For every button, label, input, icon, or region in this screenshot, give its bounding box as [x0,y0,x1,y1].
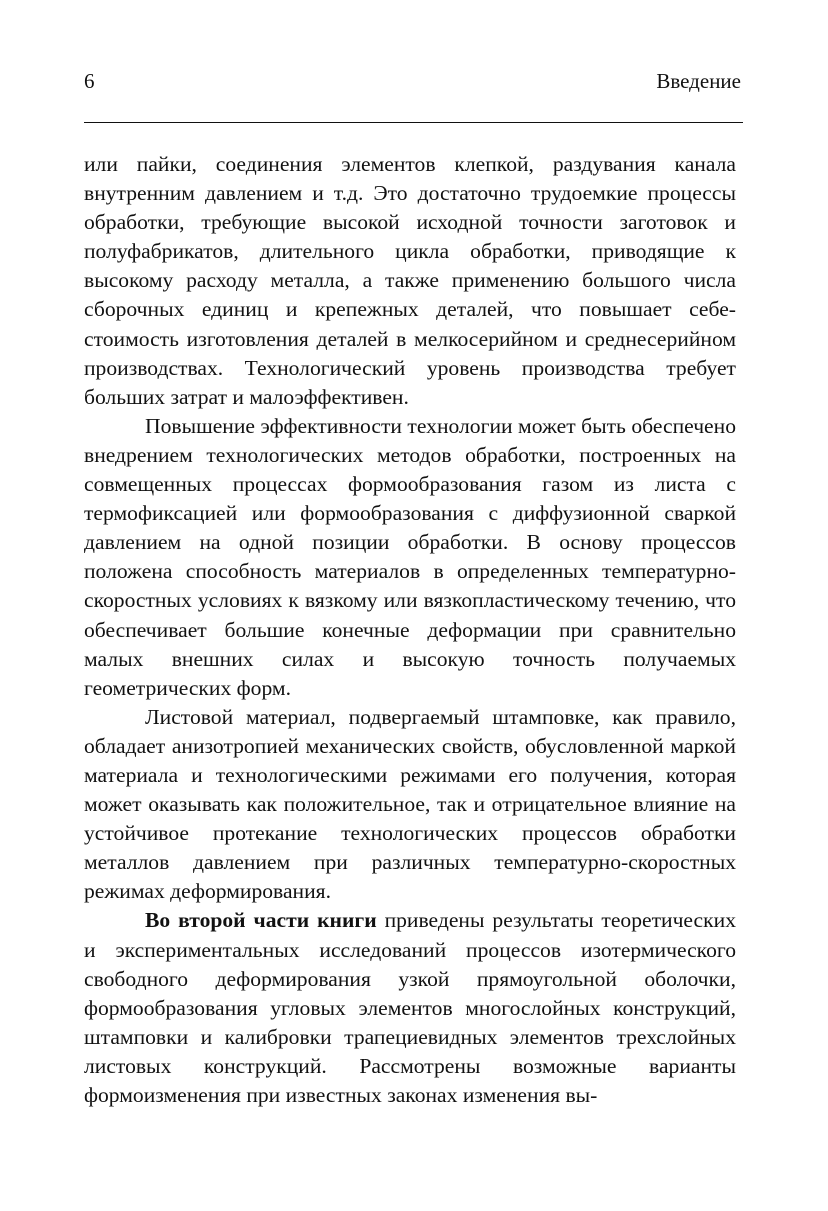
section-title: Введение [656,69,741,93]
header-rule [84,122,743,123]
paragraph-3 [84,703,736,907]
paragraph-1 [84,150,736,412]
paragraph-4-bold-lead: Во второй части книги [145,908,377,933]
paragraph-4 [84,906,736,1110]
paragraph-4-text: приведены результаты теоретических и экспериментальных исследований процессов изотермического свободного деформирования узкой прямоугольной оболочки, формообразования угловых элементов многослойных конструкций, штамповки и калибровки трапециевидных элементов трехслойных листовых конструкций. Рассмотрены возможные варианты формоизменения при известных законах изменения вы- [84,908,736,1107]
paragraph-1-text: или пайки, соединения элементов клепкой, раздувания канала внутренним давлением и т.д. Это достаточно трудоемкие процессы обработки, требующие высокой исходной точности заготовок и полуфабрикатов, длительного цикла обработки, приводящие к высокому расходу металла, а также применению большого числа сборочных единиц и крепежных деталей, что повышает себестоимость изготовления деталей в мелкосерийном и среднесерийном производствах. Технологический уровень производства требует больших затрат и малоэффективен. [84,152,736,409]
paragraph-2 [84,412,736,703]
paragraph-2-text: Повышение эффективности технологии может быть обеспечено внедрением технологических методов обработки, построенных на совмещенных процессах формообразования газом из листа с термофиксацией или формообразования с диффузионной сваркой давлением на одной позиции обработки. В основу процессов положена способность материалов в определенных температурно-скоростных условиях к вязкому или вязкопластическому течению, что обеспечивает большие конечные деформации при сравнительно малых внешних силах и высокую точность получаемых геометрических форм. [84,413,736,700]
paragraph-3-text: Листовой материал, подвергаемый штамповке, как правило, обладает анизотропией механических свойств, обусловленной маркой материала и технологическими режимами его получения, которая может оказывать как положительное, так и отрицательное влияние на устойчивое протекание технологических процессов обработки металлов давлением при различных температурно-скоростных режимах деформирования. [84,704,736,904]
page-number: 6 [84,69,95,93]
body-text [84,150,736,1110]
running-header [84,66,741,96]
